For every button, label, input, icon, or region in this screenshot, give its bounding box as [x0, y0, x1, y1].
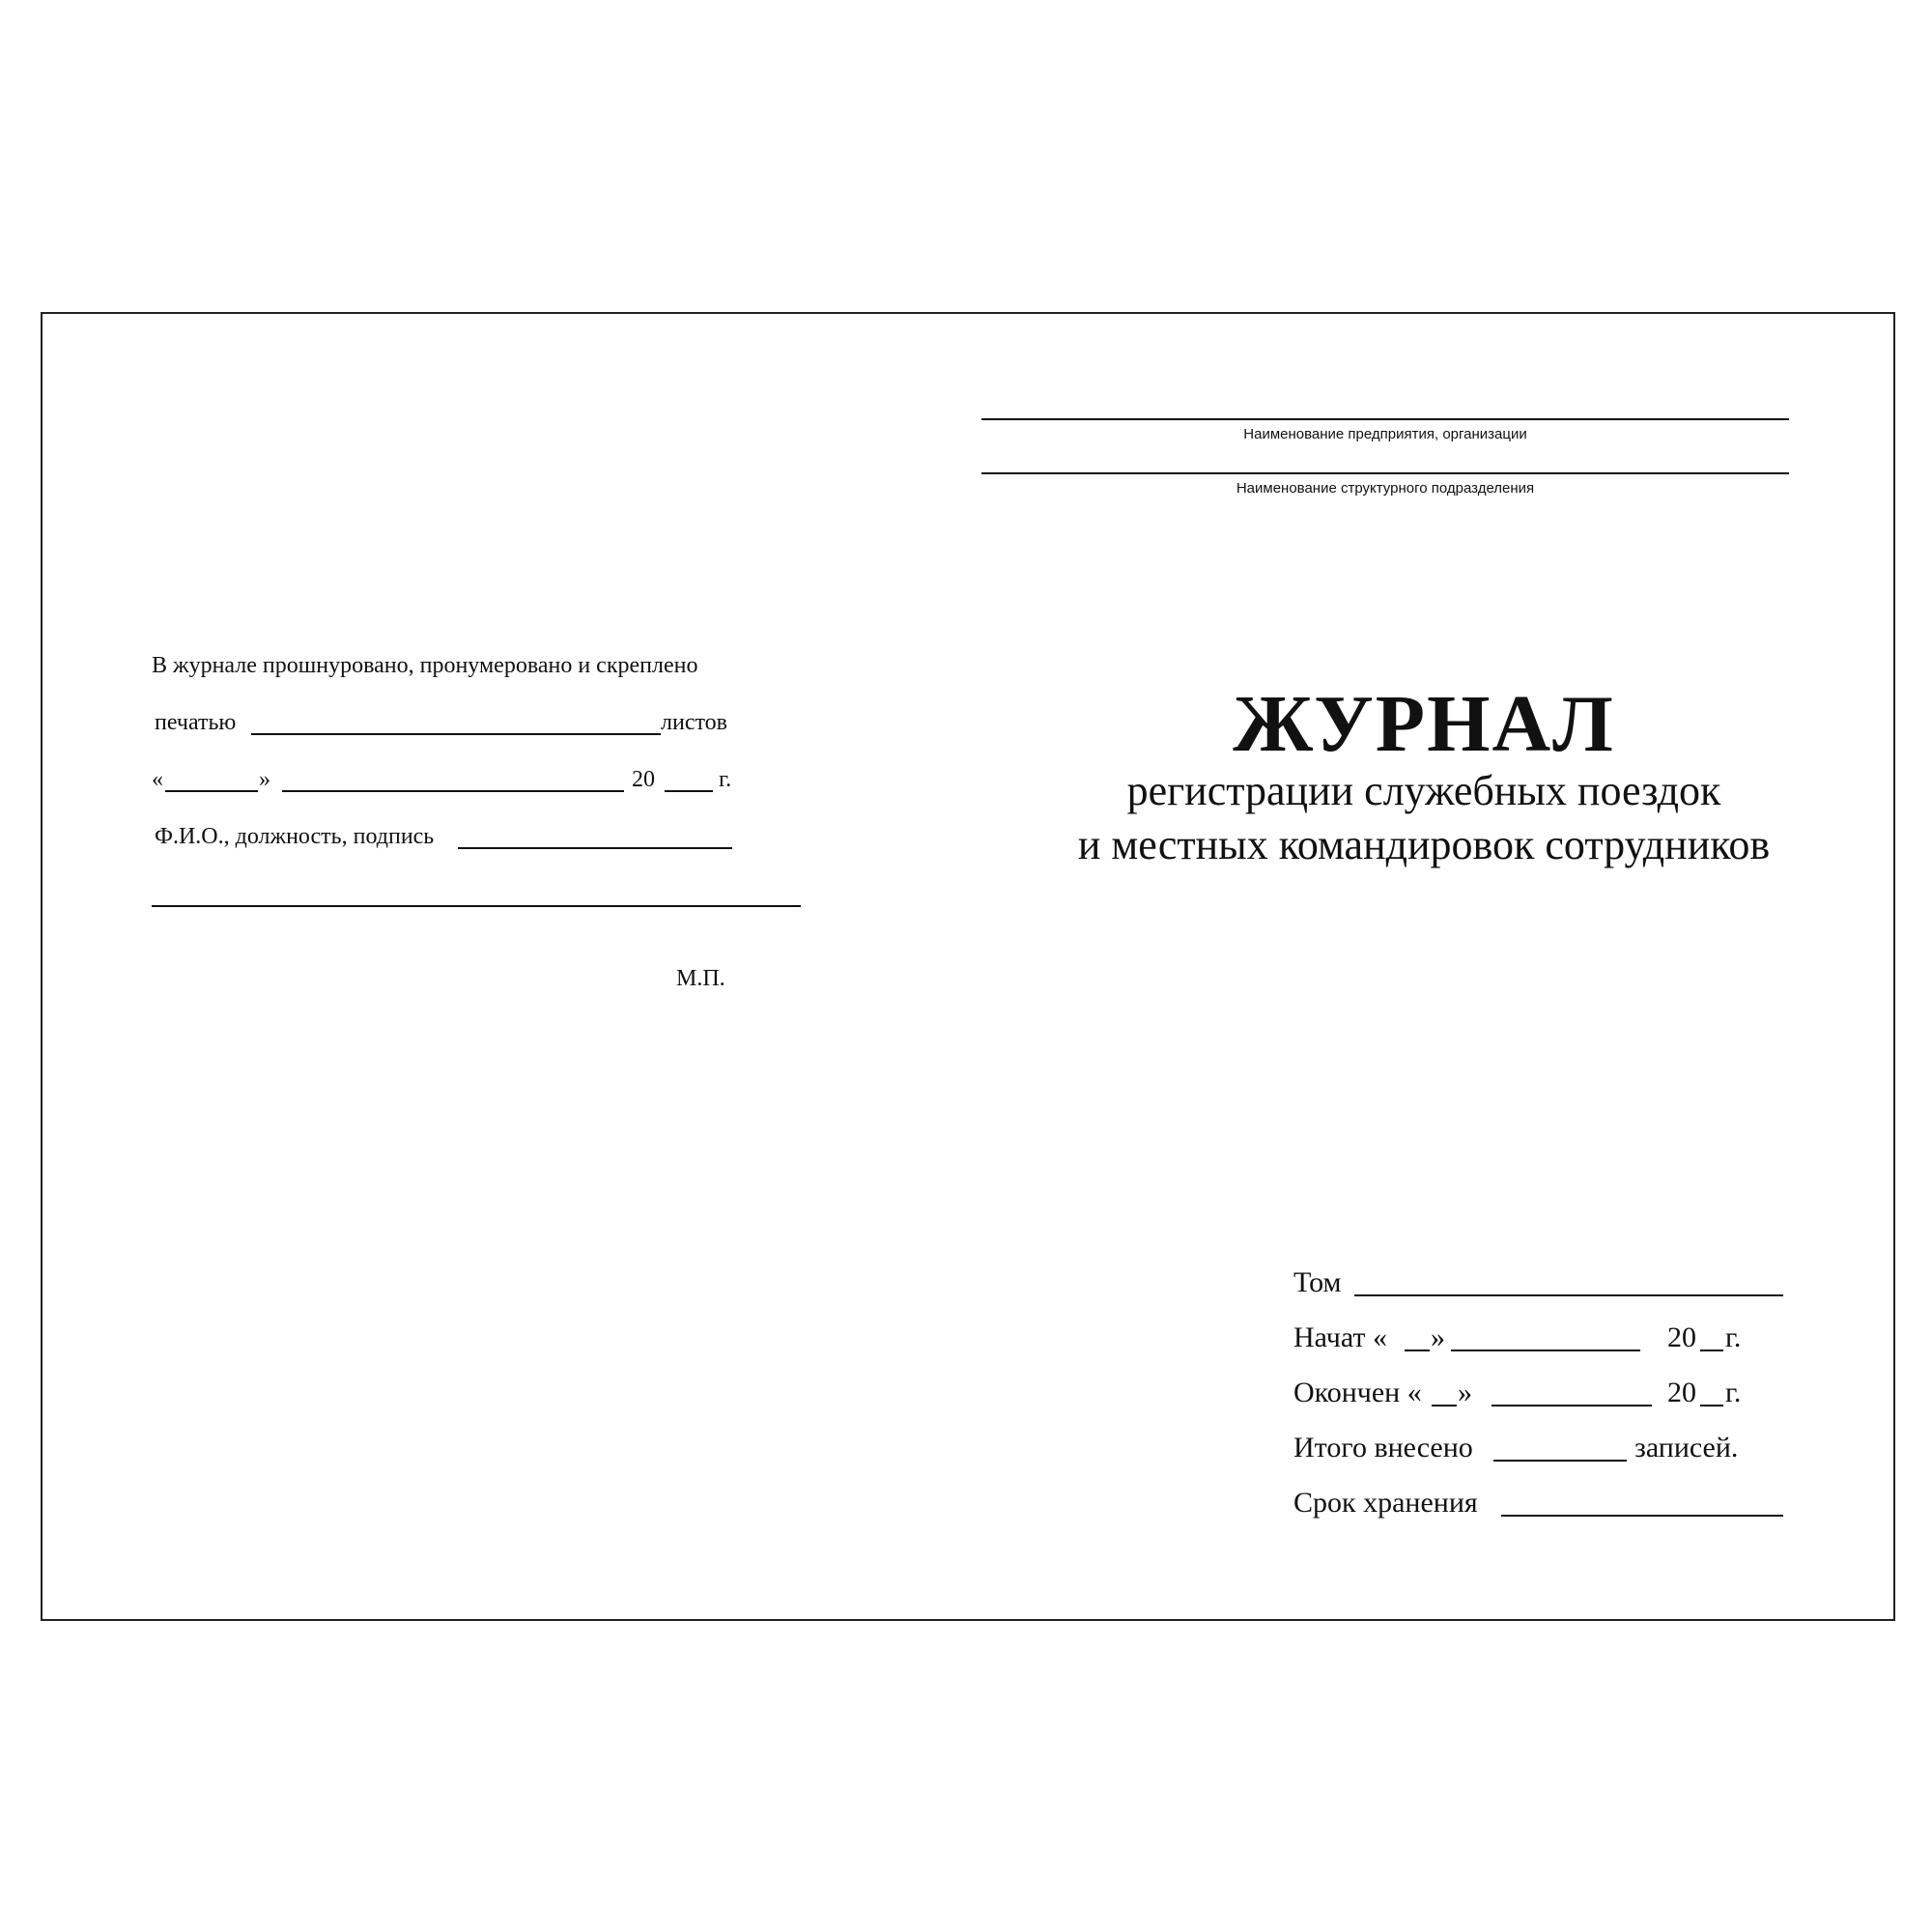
- ended-label: Окончен «: [1293, 1377, 1422, 1408]
- started-label: Начат «: [1293, 1321, 1388, 1353]
- ended-day-blank: [1432, 1405, 1457, 1406]
- storage-term-blank: [1501, 1515, 1783, 1517]
- storage-term-label: Срок хранения: [1293, 1487, 1478, 1519]
- ended-close-quote: »: [1458, 1377, 1472, 1408]
- certification-line-2-prefix: печатью: [155, 710, 237, 735]
- date-close-quote: »: [259, 767, 270, 792]
- started-year-prefix: 20: [1667, 1321, 1696, 1353]
- certification-line-1: В журнале прошнуровано, пронумеровано и скреплено: [152, 653, 698, 678]
- sheets-count-blank: [251, 733, 661, 735]
- volume-blank: [1354, 1294, 1783, 1296]
- started-month-blank: [1451, 1350, 1640, 1351]
- total-entries-label: Итого внесено: [1293, 1432, 1473, 1463]
- certification-line-2-suffix: листов: [661, 710, 727, 735]
- signature-blank: [458, 847, 732, 849]
- date-day-blank: [165, 790, 258, 792]
- total-entries-suffix: записей.: [1634, 1432, 1739, 1463]
- date-year-prefix: 20: [632, 767, 655, 792]
- volume-label: Том: [1293, 1266, 1342, 1298]
- department-name-line: [981, 472, 1789, 474]
- journal-cover-sheet: [41, 312, 1895, 1621]
- department-name-caption: Наименование структурного подразделения: [1236, 480, 1535, 497]
- journal-subtitle-line-1: регистрации служебных поездок: [1126, 767, 1721, 814]
- date-month-blank: [282, 790, 624, 792]
- stamp-mark: М.П.: [676, 966, 725, 991]
- started-day-blank: [1405, 1350, 1430, 1351]
- date-year-suffix: г.: [719, 767, 732, 792]
- started-close-quote: »: [1431, 1321, 1445, 1353]
- ended-year-prefix: 20: [1667, 1377, 1696, 1408]
- started-year-blank: [1700, 1350, 1723, 1351]
- journal-title: ЖУРНАЛ: [1233, 679, 1615, 769]
- signature-label: Ф.И.О., должность, подпись: [155, 824, 435, 849]
- started-year-suffix: г.: [1725, 1321, 1742, 1353]
- journal-subtitle-line-2: и местных командировок сотрудников: [1077, 821, 1771, 868]
- enterprise-name-caption: Наименование предприятия, организации: [1243, 426, 1527, 442]
- ended-year-blank: [1700, 1405, 1723, 1406]
- enterprise-name-line: [981, 418, 1789, 420]
- total-entries-blank: [1493, 1460, 1627, 1462]
- signature-continuation-line: [152, 905, 801, 907]
- ended-year-suffix: г.: [1725, 1377, 1742, 1408]
- date-open-quote: «: [152, 767, 163, 792]
- ended-month-blank: [1492, 1405, 1652, 1406]
- date-year-blank: [665, 790, 713, 792]
